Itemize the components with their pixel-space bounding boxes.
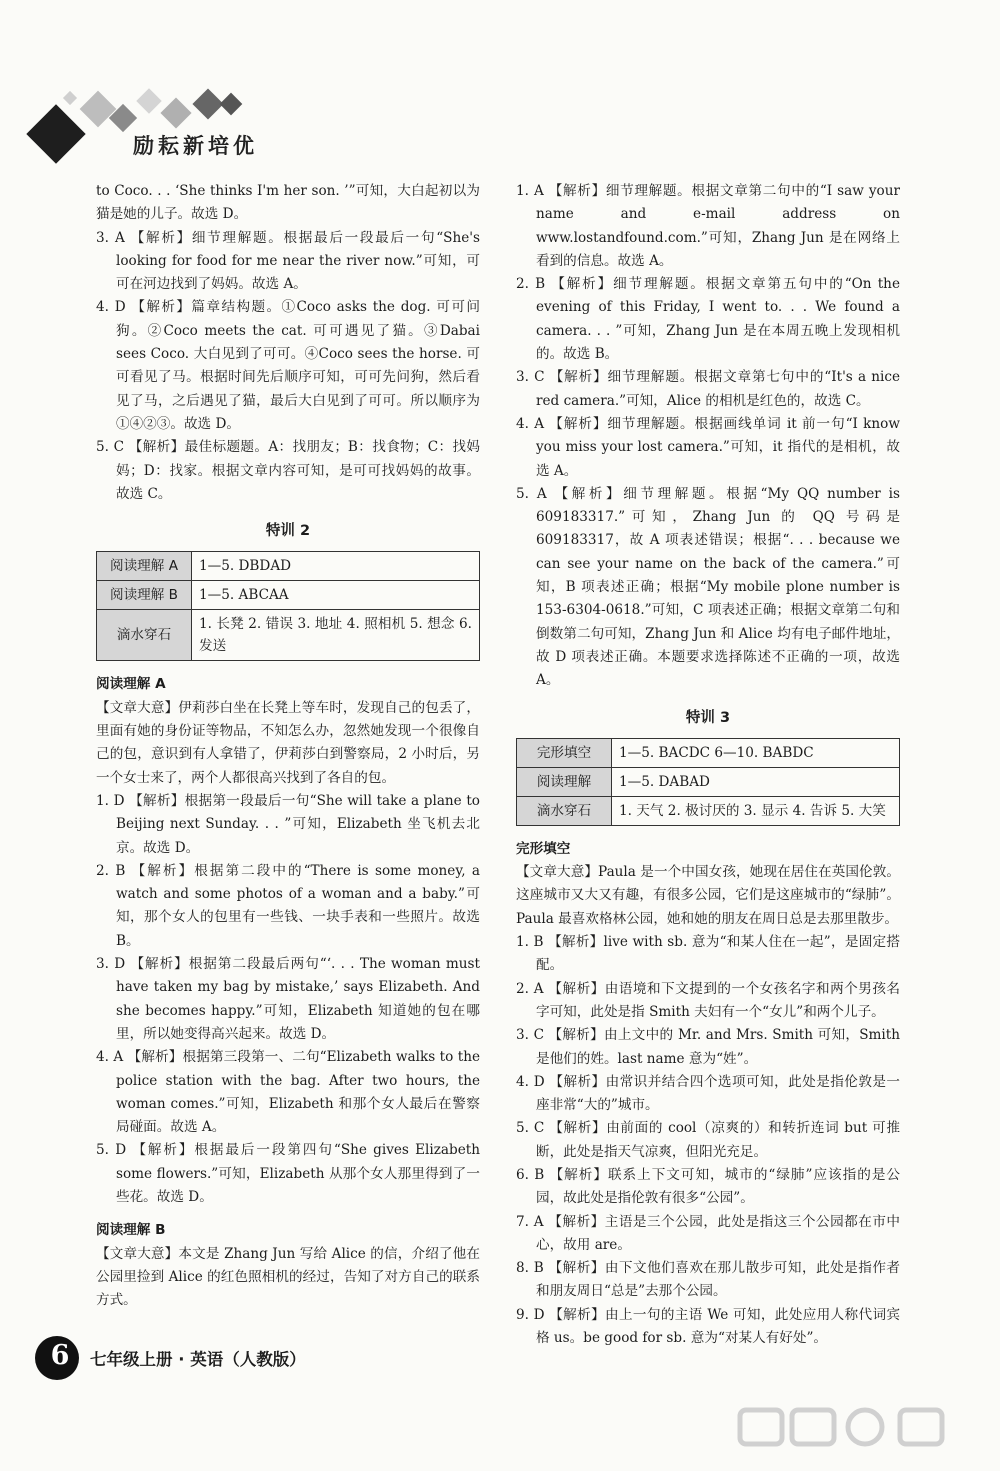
table-label: 阅读理解 A: [97, 552, 192, 581]
answer-line: 6. B 【解析】联系上下文可知，城市的“绿肺”应该指的是公园，故此处是指伦敦有很多“公园”。: [516, 1166, 900, 1207]
diamond-icon: [63, 91, 77, 105]
answer-line: 4. D 【解析】篇章结构题。①Coco asks the dog. 可可问狗。②Coco meets the cat. 可可遇见了猫。③Dabai sees Coco. 大白见到了可可。④Coco sees the horse. 可可看见了马。根据时间先后顺序可知，可可先问狗，然后看见了马，之后遇见了猫，最后大白见到了可可。所以顺序为①④②③。故选 D。: [96, 299, 480, 432]
answer-line: 4. A 【解析】根据第三段第一、二句“Elizabeth walks to the police station with the bag. After two hours, the woman comes.”可知，Elizabeth 和那个女人最后在警察局碰面。故选 A。: [96, 1049, 480, 1136]
answer-line: 3. C 【解析】细节理解题。根据文章第七句中的“It's a nice red camera.”可知，Alice 的相机是红色的，故选 C。: [516, 369, 900, 409]
table-label: 滴水穿石: [97, 610, 192, 661]
table-row: [97, 581, 480, 610]
summary-line: 【文章大意】伊莉莎白坐在长凳上等车时，发现自己的包丢了，里面有她的身份证等物品，不知怎么办，忽然她发现一个很像自己的包，意识到有人拿错了，伊莉莎白到警察局，2 小时后，另一个女士来了，两个人都很高兴找到了各自的包。: [96, 699, 480, 786]
table-row: [517, 796, 900, 825]
table-value: 1—5. ABCAA: [192, 581, 480, 610]
table-label: 阅读理解 B: [97, 581, 192, 610]
table-row: [97, 610, 480, 661]
summary-line: 【文章大意】Paula 是一个中国女孩，她现在居住在英国伦敦。这座城市又大又有趣，有很多公园，它们是这座城市的“绿肺”。Paula 最喜欢格林公园，她和她的朋友在周日总是去那里散步。: [516, 864, 900, 927]
section-title: 特训 3: [685, 709, 731, 726]
answer-line: 3. D 【解析】根据第二段最后两句“‘. . . The woman must have taken my bag by mistake,’ says Elizabeth. And she becomes happy.”可知，Elizabeth 知道她的包在哪里，所以她变得高兴起来。故选 D。: [96, 956, 480, 1042]
answer-line: 1. A 【解析】细节理解题。根据文章第二句中的“I saw your name and e-mail address on www.lostandfound.com.”可知，Zhang Jun 是在网络上看到的信息。故选 A。: [516, 183, 900, 269]
brand-title: 励耘新培优: [133, 134, 258, 158]
answer-line: 7. A 【解析】主语是三个公园，此处是指这三个公园都在市中心，故用 are。: [516, 1213, 900, 1253]
subsection-title: 阅读理解 A: [96, 676, 166, 693]
left-column: [96, 180, 480, 1312]
table-value: 1—5. DABAD: [612, 767, 900, 796]
subsection-title: 阅读理解 B: [96, 1222, 166, 1239]
table-label: 完形填空: [517, 738, 612, 767]
answer-line: 5. D 【解析】根据最后一段第四句“She gives Elizabeth some flowers.”可知，Elizabeth 从那个女人那里得到了一些花。故选 D。: [96, 1142, 480, 1205]
answer-line: 8. B 【解析】由下文他们喜欢在那儿散步可知，此处是指作者和朋友周日“总是”去那个公园。: [516, 1260, 900, 1300]
answer-line: 9. D 【解析】由上一句的主语 We 可知，此处应用人称代词宾格 us。be good for sb. 意为“对某人有好处”。: [516, 1306, 900, 1347]
table-label: 滴水穿石: [517, 796, 612, 825]
table-row: [517, 767, 900, 796]
diamond-icon: [80, 91, 117, 128]
diamond-icon: [26, 104, 85, 163]
watermark-logo-icon: [735, 1405, 970, 1465]
answer-line: 2. A 【解析】由语境和下文提到的一个女孩名字和两个男孩名字可知，此处是指 Smith 夫妇有一个“女儿”和两个儿子。: [516, 980, 900, 1020]
answer-table: [96, 551, 480, 661]
left-block1: [96, 180, 480, 506]
diamond-icon: [160, 97, 191, 128]
cloze-block: [516, 861, 900, 1350]
answer-line: 3. C 【解析】由上文中的 Mr. and Mrs. Smith 可知，Smith 是他们的姓。last name 意为“姓”。: [516, 1027, 900, 1067]
table-value: 1—5. BACDC 6—10. BABDC: [612, 738, 900, 767]
table-row: [97, 552, 480, 581]
answer-line: 4. D 【解析】由常识并结合四个选项可知，此处是指伦敦是一座非常“大的”城市。: [516, 1073, 900, 1114]
subsection-title: 完形填空: [516, 840, 571, 857]
right-column: [516, 180, 900, 1350]
answer-line: 2. B 【解析】根据第二段中的“There is some money, a watch and some photos of a woman and a baby.”可知，那个女人的包里有一些钱、一块手表和一些照片。故选 B。: [96, 862, 480, 949]
section-title: 特训 2: [265, 523, 311, 540]
right-block1: [516, 180, 900, 693]
page-number: 6: [50, 1340, 70, 1371]
table-value: 1. 天气 2. 极讨厌的 3. 显示 4. 告诉 5. 大笑: [612, 796, 900, 825]
answer-line: 5. C 【解析】最佳标题题。A：找朋友；B：找食物；C：找妈妈；D：找家。根据文章内容可知，是可可找妈妈的故事。故选 C。: [96, 439, 480, 502]
answer-line: 5. C 【解析】由前面的 cool（凉爽的）和转折连词 but 可推断，此处是指天气凉爽，但阳光充足。: [516, 1120, 900, 1160]
answer-table: [516, 738, 900, 826]
answer-line: to Coco. . . ‘She thinks I'm her son. ’”可知，大白起初以为猫是她的儿子。故选 D。: [96, 183, 480, 223]
answer-line: 2. B 【解析】细节理解题。根据文章第五句中的“On the evening of this Friday, I went to. . . We found a camera. . . ”可知，Zhang Jun 是在本周五晚上发现相机的。故选 B。: [516, 276, 900, 363]
reading-b-block: [96, 1243, 480, 1313]
answer-line: 3. A 【解析】细节理解题。根据最后一段最后一句“She's looking for food for me near the river now.”可知，可可在河边找到了妈妈。故选 A。: [96, 229, 480, 293]
table-label: 阅读理解: [517, 767, 612, 796]
answer-line: 5. A 【解析】细节理解题。根据“My QQ number is 609183317.”可知，Zhang Jun 的 QQ 号码是 609183317，故 A 项表述错误；根据“. . . because we can see your name on the back of the camera.”可知，B 项表述正确；根据“My mobile plone number is 153-6304-0618.”可知，C 项表述正确；根据文章第二句和倒数第二句可知，Zhang Jun 和 Alice 均有电子邮件地址，故 D 项表述正确。本题要求选择陈述不正确的一项，故选 A。: [516, 485, 900, 689]
diamond-icon: [136, 88, 161, 113]
reading-a-block: [96, 697, 480, 1210]
table-value: 1—5. DBDAD: [192, 552, 480, 581]
table-value: 1. 长凳 2. 错误 3. 地址 4. 照相机 5. 想念 6. 发送: [192, 610, 480, 661]
answer-line: 4. A 【解析】细节理解题。根据画线单词 it 前一句“I know you miss your lost camera.”可知，it 指代的是相机，故选 A。: [516, 415, 900, 479]
table-row: [517, 738, 900, 767]
summary-line: 【文章大意】本文是 Zhang Jun 写给 Alice 的信，介绍了他在公园里捡到 Alice 的红色照相机的经过，告知了对方自己的联系方式。: [96, 1245, 480, 1309]
answer-line: 1. B 【解析】live with sb. 意为“和某人住在一起”，是固定搭配。: [516, 934, 900, 974]
book-title: 七年级上册 · 英语（人教版）: [90, 1350, 306, 1369]
answer-line: 1. D 【解析】根据第一段最后一句“She will take a plane to Beijing next Sunday. . . ”可知，Elizabeth 坐飞机去北京。故选 D。: [96, 792, 480, 856]
diamond-icon: [220, 93, 243, 116]
